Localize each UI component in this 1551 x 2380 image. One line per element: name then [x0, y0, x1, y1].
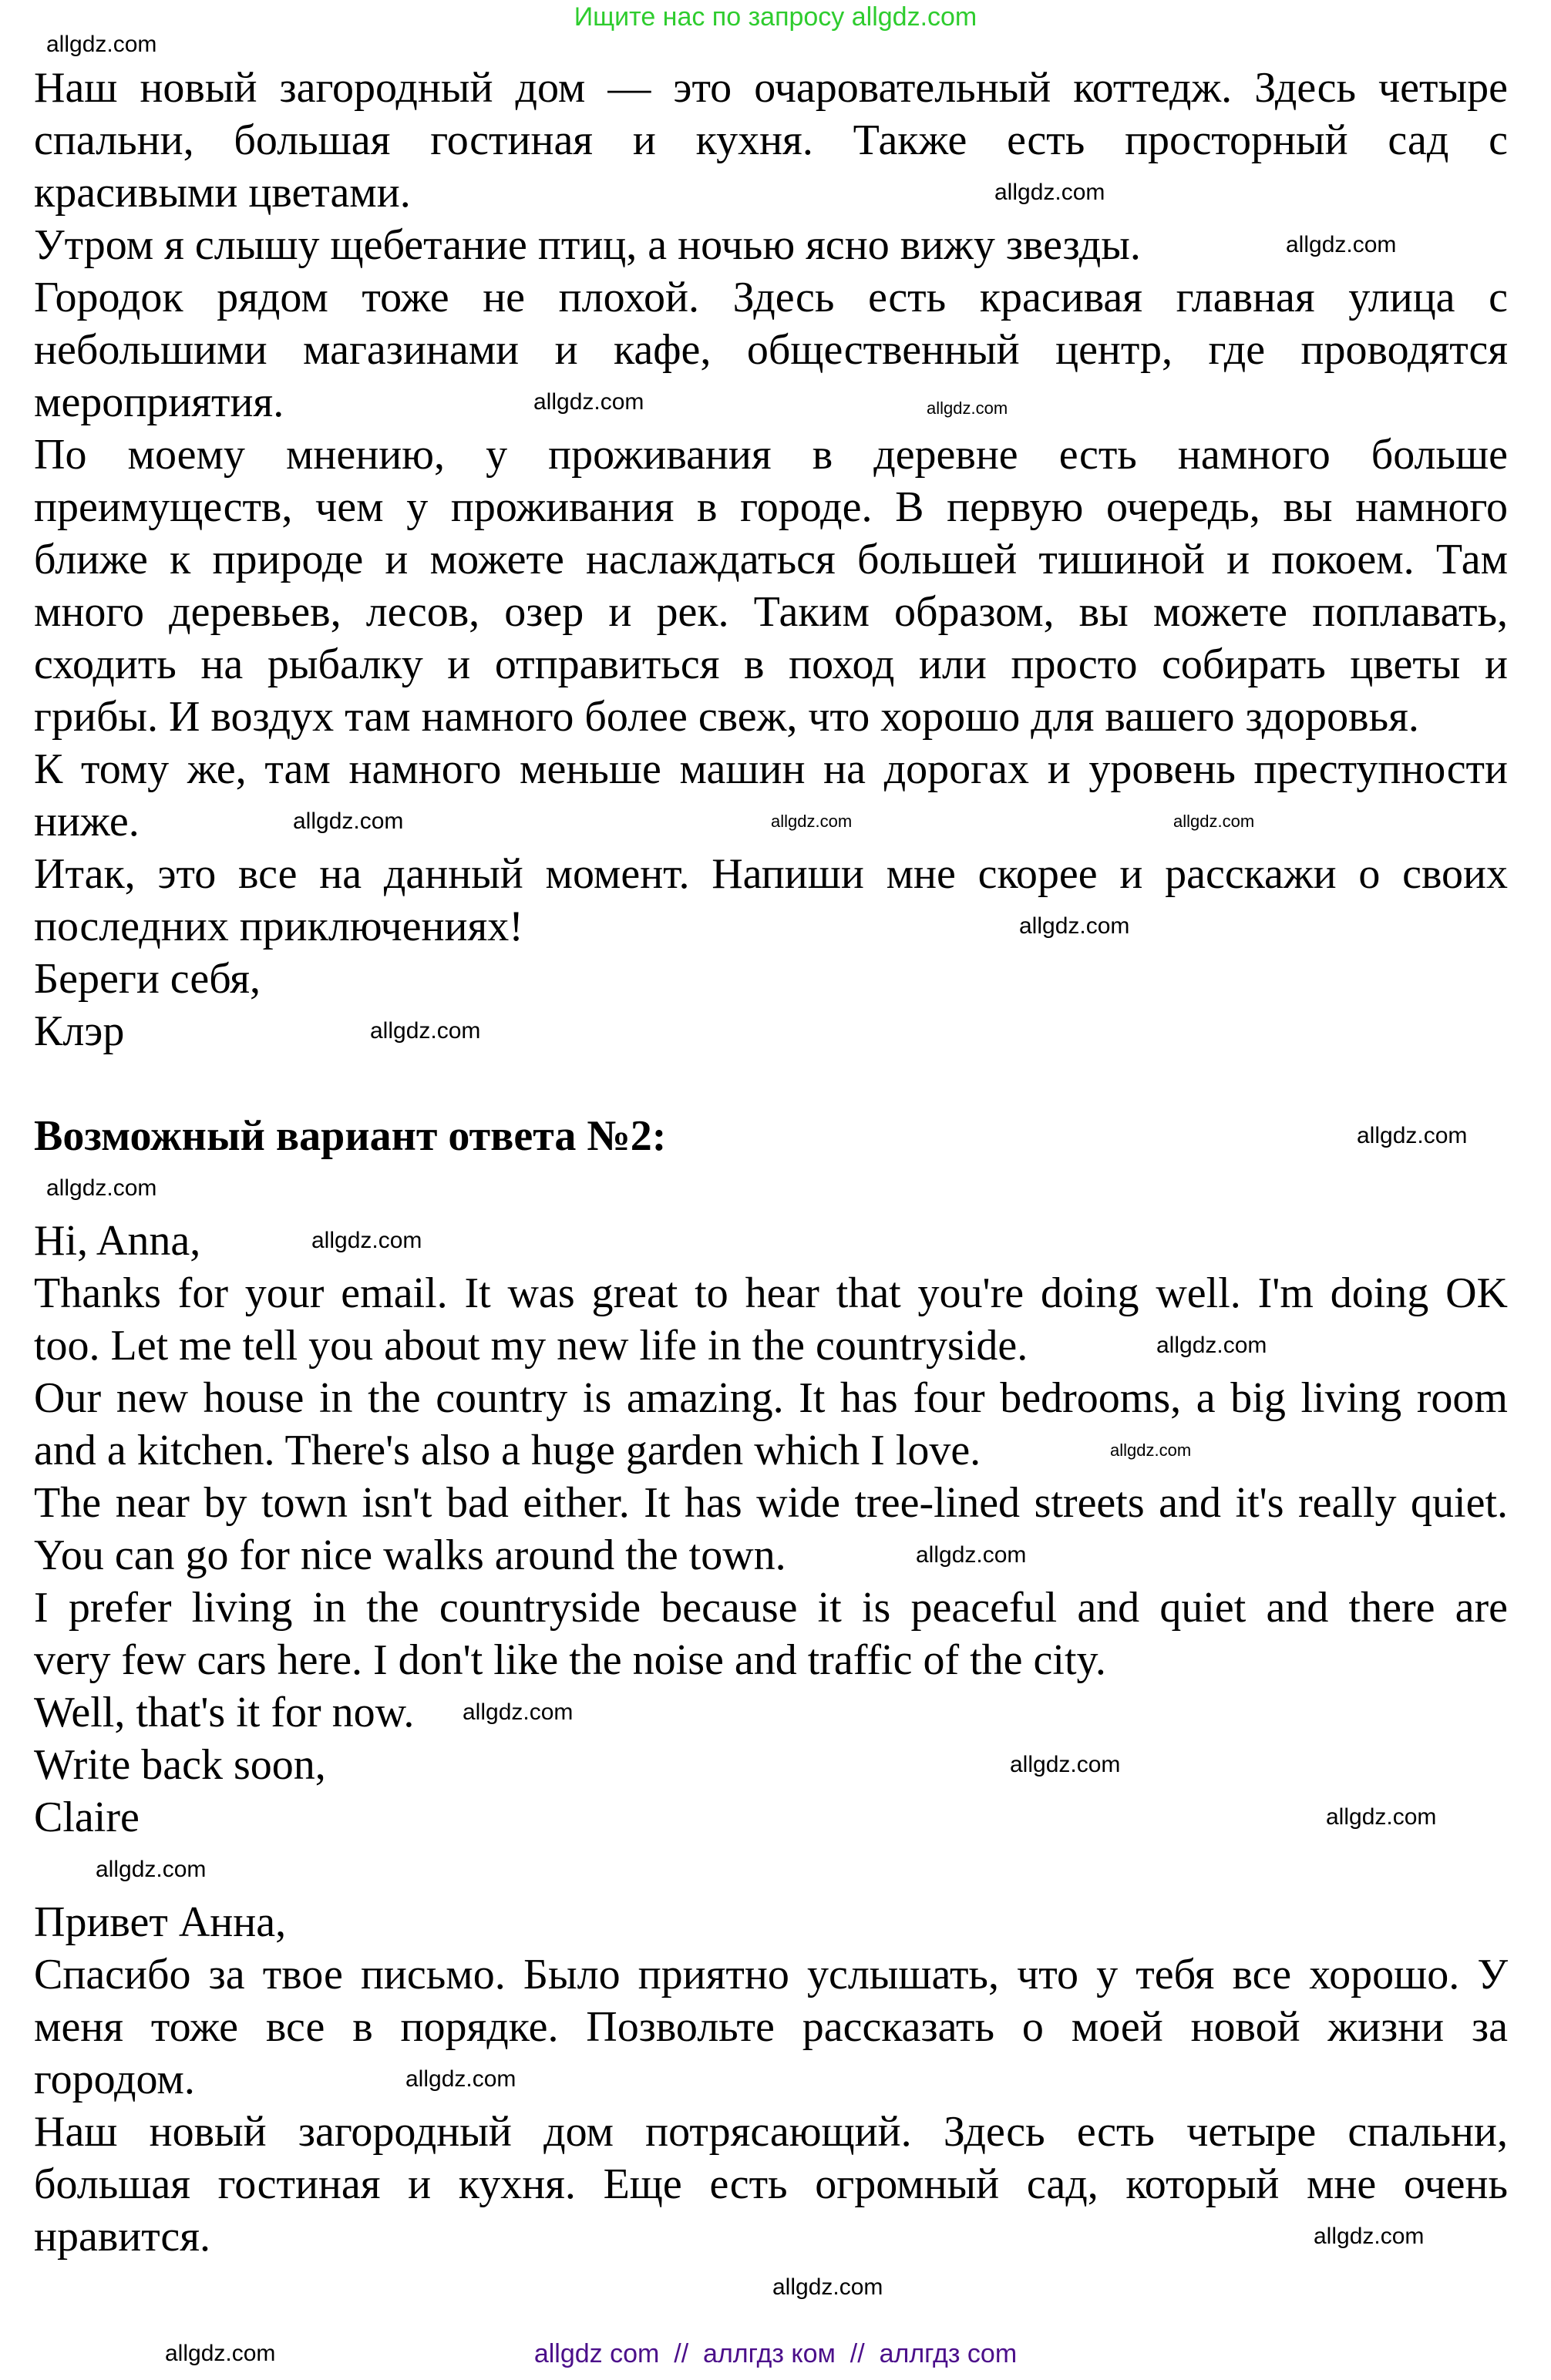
text-line: красивыми цветами.	[34, 169, 411, 217]
text-line: К тому же, там намного меньше машин на дорогах и уровень преступности	[34, 745, 1508, 793]
watermark: allgdz.com	[96, 1857, 207, 1882]
watermark: allgdz.com	[1010, 1752, 1121, 1777]
text-line: You can go for nice walks around the town.	[34, 1531, 786, 1579]
document-body	[34, 62, 1508, 2263]
text-line: нравится.	[34, 2213, 211, 2261]
watermark: allgdz.com	[46, 32, 157, 57]
paragraph	[34, 271, 1508, 429]
paragraph	[34, 1477, 1508, 1582]
text-line: много деревьев, лесов, озер и рек. Таким образом, вы можете поплавать,	[34, 588, 1508, 636]
spacer	[34, 1057, 1508, 1110]
watermark: allgdz.com	[405, 2066, 516, 2092]
text-line: Thanks for your email. It was great to hear that you're doing well. I'm doing OK	[34, 1269, 1508, 1317]
text-line: спальни, большая гостиная и кухня. Также есть просторный сад с	[34, 116, 1508, 164]
paragraph	[34, 1739, 1508, 1791]
text-line: The near by town isn't bad either. It has wide tree-lined streets and it's really quiet.	[34, 1479, 1508, 1527]
text-line: Клэр	[34, 1007, 125, 1055]
spacer	[34, 1844, 1508, 1896]
footer-links[interactable]: allgdz com // аллгдз ком // аллгдз com	[533, 2339, 1018, 2368]
paragraph	[34, 1948, 1508, 2106]
text-line: Our new house in the country is amazing. It has four bedrooms, a big living room	[34, 1374, 1508, 1422]
paragraph	[34, 1582, 1508, 1686]
text-line: Наш новый загородный дом — это очаровательный коттедж. Здесь четыре	[34, 64, 1508, 112]
paragraph	[34, 2106, 1508, 2263]
paragraph	[34, 62, 1508, 219]
watermark: allgdz.com	[1314, 2224, 1425, 2249]
text-line: Привет Анна,	[34, 1898, 287, 1946]
text-line: Береги себя,	[34, 955, 261, 1003]
text-line: and a kitchen. There's also a huge garden which I love.	[34, 1427, 981, 1474]
text-line: ниже.	[34, 798, 140, 845]
paragraph	[34, 743, 1508, 848]
text-line: Write back soon,	[34, 1741, 326, 1789]
watermark: allgdz.com	[1286, 232, 1397, 257]
paragraph	[34, 1686, 1508, 1739]
paragraph	[34, 848, 1508, 953]
text-line: грибы. И воздух там намного более свеж, что хорошо для вашего здоровья.	[34, 693, 1419, 741]
watermark: allgdz.com	[370, 1018, 481, 1044]
paragraph	[34, 1372, 1508, 1477]
watermark: allgdz.com	[916, 1542, 1027, 1568]
text-line: very few cars here. I don't like the noise and traffic of the city.	[34, 1636, 1106, 1684]
text-line: большая гостиная и кухня. Еще есть огромный сад, который мне очень	[34, 2160, 1508, 2208]
watermark: allgdz.com	[1357, 1123, 1468, 1148]
text-line: Итак, это все на данный момент. Напиши мне скорее и расскажи о своих	[34, 850, 1508, 898]
spacer	[34, 1162, 1508, 1215]
paragraph	[34, 953, 1508, 1005]
text-line: последних приключениях!	[34, 903, 523, 950]
text-line: Городок рядом тоже не плохой. Здесь есть красивая главная улица с	[34, 274, 1508, 321]
watermark: allgdz.com	[46, 1175, 157, 1201]
watermark: allgdz.com	[772, 2274, 883, 2300]
text-line: городом.	[34, 2056, 195, 2103]
watermark: allgdz.com	[293, 808, 404, 834]
watermark: allgdz.com	[1326, 1804, 1437, 1830]
paragraph	[34, 1896, 1508, 1948]
text-line: сходить на рыбалку и отправиться в поход или просто собирать цветы и	[34, 640, 1508, 688]
text-line: Спасибо за твое письмо. Было приятно услышать, что у тебя все хорошо. У	[34, 1951, 1508, 1998]
watermark: allgdz.com	[1156, 1333, 1267, 1358]
text-line: Hi, Anna,	[34, 1217, 201, 1265]
text-line: Наш новый загородный дом потрясающий. Здесь есть четыре спальни,	[34, 2108, 1508, 2156]
paragraph	[34, 1791, 1508, 1844]
text-line: too. Let me tell you about my new life in the countryside.	[34, 1322, 1028, 1370]
text-line: ближе к природе и можете наслаждаться большей тишиной и покоем. Там	[34, 536, 1508, 583]
text-line: По моему мнению, у проживания в деревне есть намного больше	[34, 431, 1508, 479]
answer-heading: Возможный вариант ответа №2:	[34, 1112, 667, 1160]
watermark: allgdz.com	[533, 389, 644, 415]
text-line: Well, that's it for now.	[34, 1689, 415, 1736]
text-line: I prefer living in the countryside because it is peaceful and quiet and there are	[34, 1584, 1508, 1632]
watermark: allgdz.com	[1110, 1440, 1192, 1460]
watermark: allgdz.com	[165, 2341, 276, 2366]
watermark: allgdz.com	[311, 1228, 422, 1253]
watermark: allgdz.com	[771, 812, 853, 831]
watermark: allgdz.com	[994, 180, 1105, 205]
text-line: Утром я слышу щебетание птиц, а ночью ясно вижу звезды.	[34, 221, 1141, 269]
paragraph	[34, 1215, 1508, 1267]
text-line: Claire	[34, 1793, 140, 1841]
watermark: allgdz.com	[1019, 913, 1130, 939]
text-line: меня тоже все в порядке. Позвольте рассказать о моей новой жизни за	[34, 2003, 1508, 2051]
text-line: небольшими магазинами и кафе, общественный центр, где проводятся	[34, 326, 1508, 374]
watermark: allgdz.com	[927, 398, 1008, 418]
search-banner[interactable]: Ищите нас по запросу allgdz.com	[574, 2, 977, 32]
watermark: allgdz.com	[463, 1699, 574, 1725]
paragraph	[34, 1005, 1508, 1057]
paragraph	[34, 429, 1508, 743]
paragraph	[34, 1267, 1508, 1372]
text-line: мероприятия.	[34, 378, 284, 426]
watermark: allgdz.com	[1173, 812, 1255, 831]
text-line: преимуществ, чем у проживания в городе. В первую очередь, вы намного	[34, 483, 1508, 531]
